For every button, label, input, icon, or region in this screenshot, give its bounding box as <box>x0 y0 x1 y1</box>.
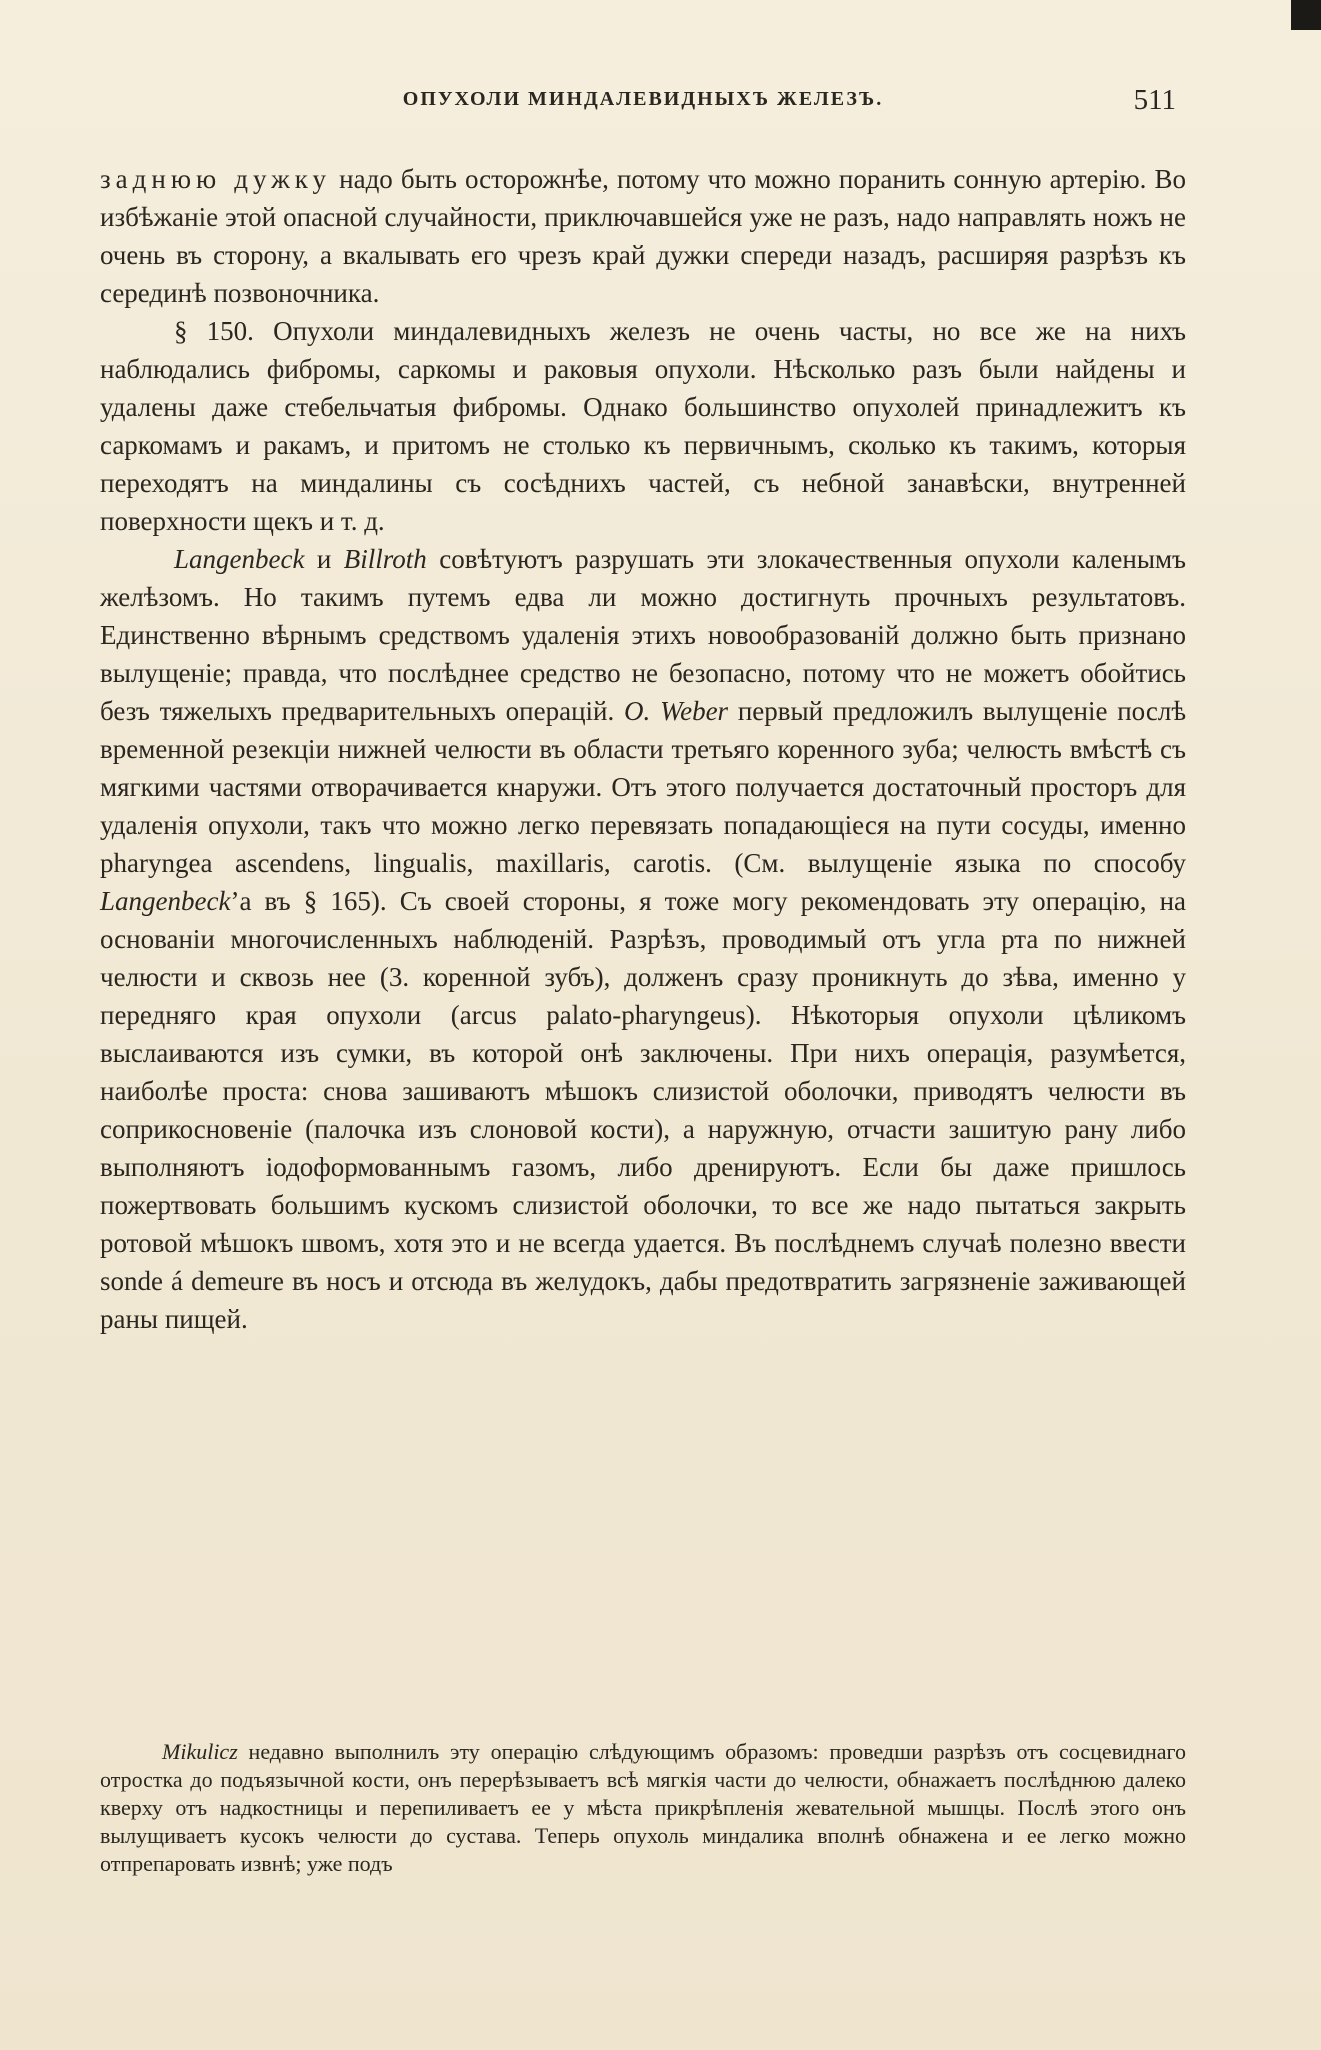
paragraph-3 <box>100 540 1186 1338</box>
footnote-text: недавно выполнилъ эту операцію слѣдующимъ образомъ: проведши разрѣзъ отъ сосцевиднаго отростка до подъязычной кости, онъ перерѣзываетъ всѣ мягкія части до челюсти, обнажаетъ послѣднюю далеко кверху отъ надкостницы и перепиливаетъ ее у мѣста прикрѣпленія жевательной мышцы. Послѣ этого онъ вылущиваетъ кусокъ челюсти до сустава. Теперь опухоль миндалика вполнѣ обнажена и ее легко можно отпрепаровать извнѣ; уже подъ <box>100 1739 1186 1876</box>
author-name: O. Weber <box>624 696 729 726</box>
paragraph-1 <box>100 160 1186 312</box>
paragraph-3-text: первый предложилъ вылущеніе послѣ временной резекціи нижней челюсти въ области третьяго коренного зуба; челюсть вмѣстѣ съ мягкими частями отворачивается кнаружи. Отъ этого получается достаточный просторъ для удаленія опухоли, такъ что можно легко перевязать попадающіеся на пути сосуды, именно pharyngea ascendens, lingualis, maxillaris, carotis. (См. вылущеніе языка по способу <box>100 696 1186 878</box>
spaced-emphasis: заднюю дужку <box>100 164 332 194</box>
paragraph-1-text: надо быть осторожнѣе, потому что можно поранить сонную артерію. Во избѣжаніе этой опасной случайности, приключавшейся уже не разъ, надо направлять ножъ не очень въ сторону, а вкалывать его чрезъ край дужки спереди назадъ, расширяя разрѣзъ къ серединѣ позвоночника. <box>100 164 1187 308</box>
running-head <box>100 84 1186 128</box>
paragraph-2: § 150. Опухоли миндалевидныхъ железъ не очень часты, но все же на нихъ наблюдались фибромы, саркомы и раковыя опухоли. Нѣсколько разъ были найдены и удалены даже стебельчатыя фибромы. Однако большинство опухолей принадлежитъ къ саркомамъ и ракамъ, и притомъ не столько къ первичнымъ, сколько къ такимъ, которыя переходятъ на миндалины съ сосѣднихъ частей, съ небной занавѣски, внутренней поверхности щекъ и т. д. <box>100 316 1186 536</box>
author-name: Langenbeck <box>100 886 231 916</box>
footnote <box>100 1738 1186 1878</box>
main-text <box>100 160 1186 1338</box>
author-name: Langenbeck <box>174 544 305 574</box>
author-name: Billroth <box>343 544 427 574</box>
paragraph-3-text: совѣтуютъ разрушать эти злокачественныя опухоли каленымъ желѣзомъ. Но такимъ путемъ едва ли можно достигнуть прочныхъ результатовъ. Единственно вѣрнымъ средствомъ удаленія этихъ новообразованій должно быть признано вылущеніе; правда, что послѣднее средство не безопасно, потому что не можетъ обойтись безъ тяжелыхъ предварительныхъ операцій. <box>100 544 1187 726</box>
footnote-paragraph <box>100 1738 1186 1878</box>
paragraph-3-text: и <box>304 544 344 574</box>
footnote-author: Mikulicz <box>162 1739 238 1764</box>
page-number: 511 <box>1133 84 1176 116</box>
paragraph-3-text: ’а въ § 165). Съ своей стороны, я тоже могу рекомендовать эту операцію, на основаніи многочисленныхъ наблюденій. Разрѣзъ, проводимый отъ угла рта по нижней челюсти и сквозь нее (3. коренной зубъ), долженъ сразу проникнуть до зѣва, именно у передняго края опухоли (arcus palato-pharyngeus). Нѣкоторыя опухоли цѣликомъ выслаиваются изъ сумки, въ которой онѣ заключены. При нихъ операція, разумѣется, наиболѣе проста: снова зашиваютъ мѣшокъ слизистой оболочки, приводятъ челюсти въ соприкосновеніе (палочка изъ слоновой кости), а наружную, отчасти зашитую рану либо выполняютъ іодоформованнымъ газомъ, либо дренируютъ. Если бы даже пришлось пожертвовать большимъ кускомъ слизистой оболочки, то все же надо пытаться закрыть ротовой мѣшокъ швомъ, хотя это и не всегда удается. Въ послѣднемъ случаѣ полезно ввести sonde á demeure въ носъ и отсюда въ желудокъ, дабы предотвратить загрязненіе заживающей раны пищей. <box>100 886 1186 1334</box>
scan-edge-mark <box>1291 0 1321 30</box>
running-title: ОПУХОЛИ МИНДАЛЕВИДНЫХЪ ЖЕЛЕЗЪ. <box>402 88 884 110</box>
